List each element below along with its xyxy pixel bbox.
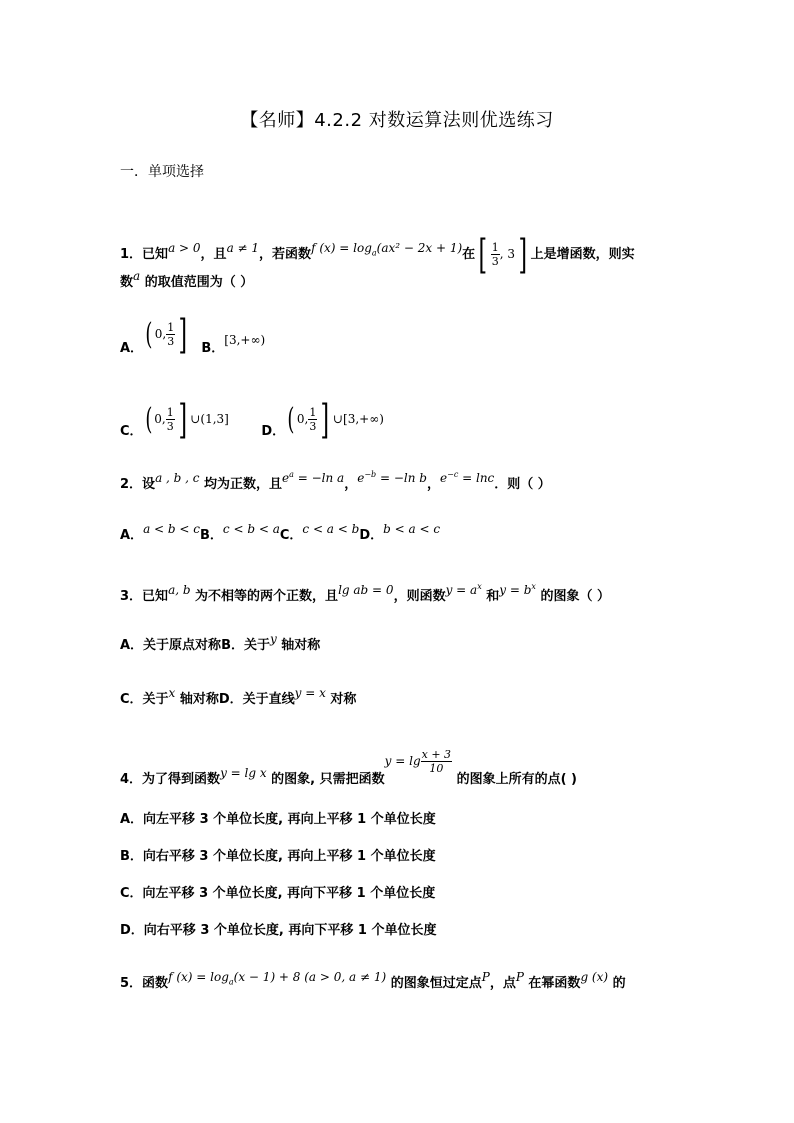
page-title: 【名师】4.2.2 对数运算法则优选练习: [240, 110, 554, 131]
question-number: 3．: [120, 589, 143, 604]
question-2-options: [120, 522, 441, 546]
question-1-options-ab: [120, 311, 266, 362]
question-1-options-cd: [120, 396, 384, 445]
question-4-option-d[interactable]: D．向右平移 3 个单位长度, 再向下平移 1 个单位长度: [120, 923, 437, 938]
option-c[interactable]: ( 0, $\frac{1}{3}$ ] ∪(1,3]: [144, 396, 229, 443]
option-d[interactable]: D．关于直线y = x 对称: [218, 686, 357, 707]
function-formula: y = lg $\frac{x + 3}{10}$: [384, 748, 452, 775]
option-d-label: D．: [359, 528, 384, 543]
question-number: 4．: [120, 772, 143, 787]
option-a[interactable]: a < b < c: [143, 522, 200, 536]
option-d[interactable]: ( 0, $\frac{1}{3}$ ] ∪[3,+∞): [287, 396, 384, 443]
option-a[interactable]: ( 0, $\frac{1}{3}$ ]: [145, 311, 188, 358]
section-heading: 一．单项选择: [120, 164, 204, 180]
question-3-stem: 3．已知a, b 为不相等的两个正数，且lg ab = 0，则函数$y = a^x$ 和$y = b^x$ 的图象（ ）: [120, 582, 610, 604]
option-c-label: C．: [120, 424, 143, 439]
option-c[interactable]: C．关于x 轴对称: [120, 686, 219, 707]
question-3-options-cd: [120, 686, 357, 710]
option-a-label: A．: [120, 341, 144, 356]
question-5-stem: 5．函数f $(x) = \log_a(x - 1) + 8$ (a > 0, a ≠ 1) 的图象恒过定点P，点P 在幂函数g (x) 的: [120, 970, 626, 991]
question-1-stem-cont: 数a 的取值范围为（ ）: [120, 269, 254, 290]
question-3-options-ab: [120, 632, 321, 656]
option-b-label: B．: [200, 528, 223, 543]
question-number: 5．: [120, 976, 143, 991]
question-4-option-c[interactable]: C．向左平移 3 个单位长度, 再向下平移 1 个单位长度: [120, 886, 436, 901]
function-formula: f $(x) = \log_a(x - 1) + 8$ (a > 0, a ≠ 1): [168, 970, 387, 987]
question-number: 2．: [120, 477, 143, 492]
option-b[interactable]: [3,+∞): [224, 333, 266, 347]
option-a-label: A．: [120, 528, 144, 543]
question-4-option-a[interactable]: A．向左平移 3 个单位长度, 再向上平移 1 个单位长度: [120, 812, 436, 827]
option-b-label: B．: [201, 341, 225, 356]
question-2-stem: 2．设a , b , c 均为正数，且$e^a = -\ln$ a，$e^{-b} = -\ln$ b，$e^{-c} = \ln c$．则（ ）: [120, 470, 551, 492]
option-c-label: C．: [279, 528, 303, 543]
fraction: $\frac{1}{3}$: [491, 241, 499, 268]
option-d[interactable]: b < a < c: [383, 522, 441, 536]
question-number: 1．: [120, 247, 143, 262]
option-a[interactable]: A．关于原点对称: [120, 638, 222, 653]
question-1-stem: 1．已知a > 0，且a ≠ 1，若函数f $(x) = \log_a(ax^2 - 2x + 1)$在[ $\frac{1}{3}$ , 3] 上是增函数，则实: [120, 231, 635, 278]
question-4-stem: 4．为了得到函数y = lg x 的图象, 只需把函数y = lg $\frac{x + 3}{10}$ 的图象上所有的点( ): [120, 748, 577, 787]
function-formula: f $(x) = \log_a(ax^2 - 2x + 1)$: [311, 241, 463, 258]
option-c[interactable]: c < a < b: [302, 522, 360, 536]
question-4-option-b[interactable]: B．向右平移 3 个单位长度, 再向上平移 1 个单位长度: [120, 849, 436, 864]
option-b[interactable]: B．关于y 轴对称: [221, 632, 321, 653]
option-d-label: D．: [261, 424, 286, 439]
option-b[interactable]: c < b < a: [222, 522, 280, 536]
